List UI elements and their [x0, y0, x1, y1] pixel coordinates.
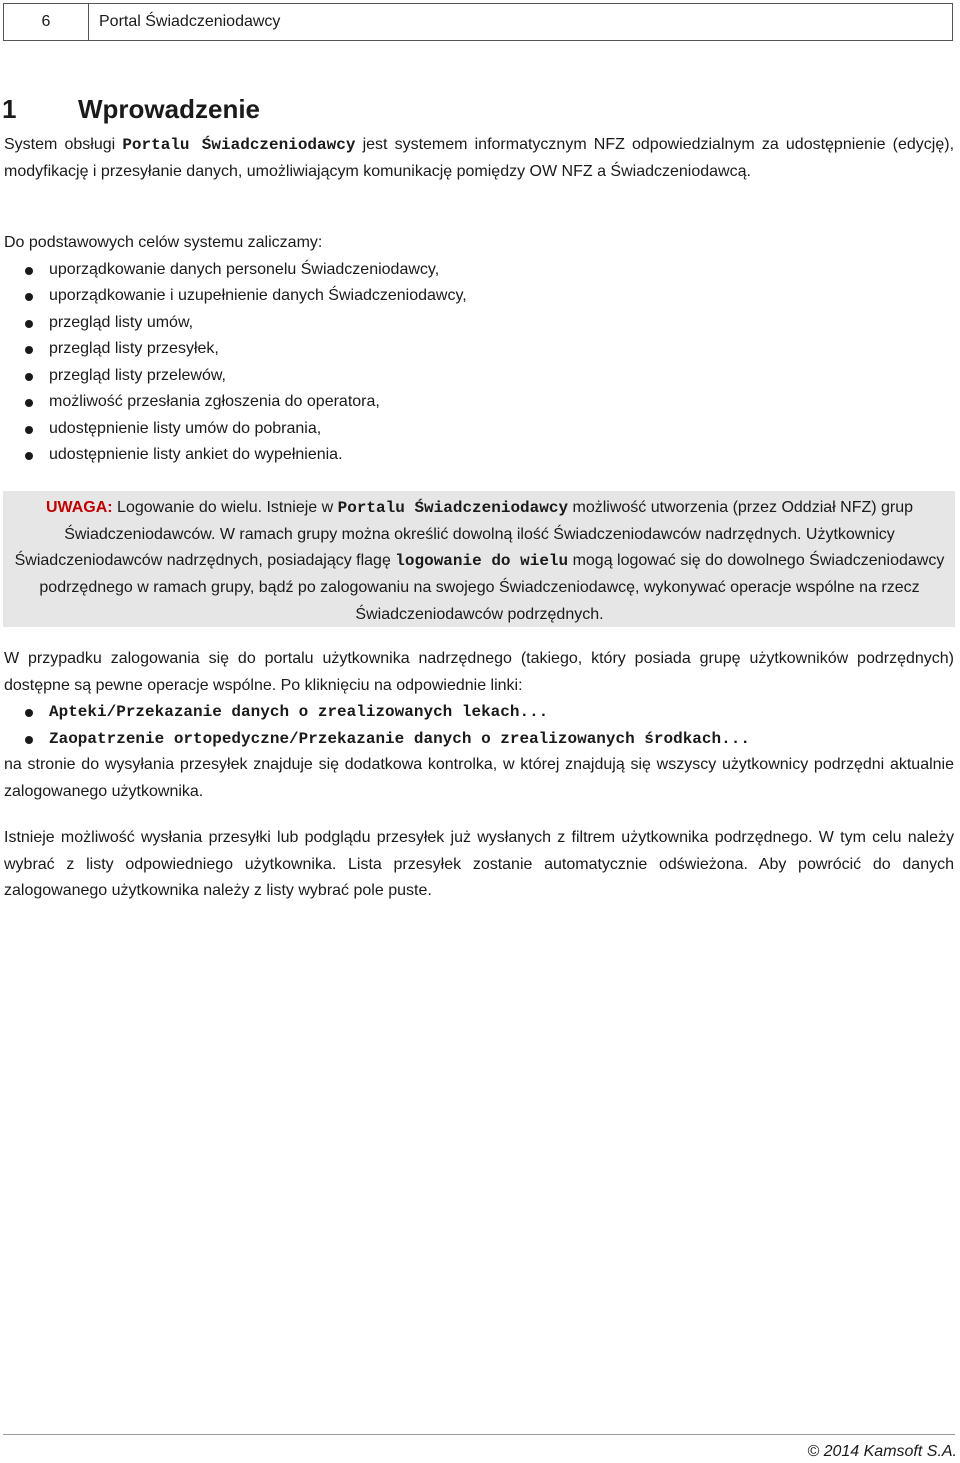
portal-name-bold: Portalu Świadczeniodawcy: [122, 136, 356, 154]
list-item: przegląd listy umów,: [4, 310, 954, 337]
list-item: przegląd listy przesyłek,: [4, 336, 954, 363]
list-item: udostępnienie listy ankiet do wypełnienia.: [4, 442, 954, 469]
section-title: Wprowadzenie: [78, 94, 261, 124]
shared-ops-block: [4, 646, 954, 805]
note-text: mogą logować się do dowolnego Świadczeniodawcy podrzędnego w ramach grupy, bądź po zalogowaniu na swojego Świadczeniodawcę, wykonywać operacje wspólne na rzecz Świadczeniodawców podrzędnych.: [39, 552, 945, 623]
shared-ops-after: na stronie do wysyłania przesyłek znajduje się dodatkowa kontrolka, w której znajdują się wszyscy użytkownicy podrzędni aktualnie zalogowanego użytkownika.: [4, 756, 954, 800]
warning-label: UWAGA:: [45, 499, 113, 516]
note-text: Logowanie do wielu. Istnieje w: [112, 499, 338, 516]
note-portal-bold: Portalu Świadczeniodawcy: [337, 499, 569, 517]
page-number: 6: [4, 4, 89, 40]
section-number: 1: [2, 94, 17, 124]
link-orthopedic[interactable]: Zaopatrzenie ortopedyczne/Przekazanie danych o zrealizowanych środkach...: [4, 726, 954, 753]
footer-copyright: © 2014 Kamsoft S.A.: [807, 1443, 957, 1460]
intro-text-rest: jest systemem informatycznym NFZ odpowiedzialnym za udostępnienie (edycję), modyfikację i przesyłanie danych, umożliwiającym komunikację pomiędzy OW NFZ a Świadczeniodawcą.: [4, 136, 955, 180]
goals-list: [4, 257, 954, 469]
page-header: [3, 3, 953, 41]
goals-lead: Do podstawowych celów systemu zaliczamy:: [4, 234, 323, 251]
warning-note: [3, 491, 955, 627]
filter-paragraph: Istnieje możliwość wysłania przesyłki lub podglądu przesyłek już wysłanych z filtrem użytkownika podrzędnego. W tym celu należy wybrać z listy odpowiedniego użytkownika. Lista przesyłek zostanie automatycznie odświeżona. Aby powrócić do danych zalogowanego użytkownika należy z listy wybrać pole puste.: [4, 829, 954, 899]
link-pharmacy[interactable]: Apteki/Przekazanie danych o zrealizowanych lekach...: [4, 699, 954, 726]
note-text: możliwość utworzenia (przez Oddział NFZ) grup Świadczeniodawców. W ramach grupy można określić dowolną ilość Świadczeniodawców nadrzędnych. Użytkownicy Świadczeniodawców nadrzędnych, posiadający flagę: [14, 499, 914, 570]
list-item: przegląd listy przelewów,: [4, 363, 954, 390]
note-flag-bold: logowanie do wielu: [395, 552, 569, 571]
footer-divider: [3, 1434, 955, 1435]
goals-block: [4, 230, 954, 469]
links-list: [4, 699, 954, 752]
intro-text: System obsługi: [4, 136, 123, 153]
intro-paragraph: [4, 132, 954, 185]
list-item: uporządkowanie danych personelu Świadczeniodawcy,: [4, 257, 954, 284]
list-item: możliwość przesłania zgłoszenia do operatora,: [4, 389, 954, 416]
shared-ops-lead: W przypadku zalogowania się do portalu użytkownika nadrzędnego (takiego, który posiada grupę użytkowników podrzędnych) dostępne są pewne operacje wspólne. Po kliknięciu na odpowiednie linki:: [4, 650, 954, 694]
list-item: udostępnienie listy umów do pobrania,: [4, 416, 954, 443]
section-heading: [2, 94, 260, 125]
running-title: Portal Świadczeniodawcy: [99, 13, 281, 30]
list-item: uporządkowanie i uzupełnienie danych Świadczeniodawcy,: [4, 283, 954, 310]
